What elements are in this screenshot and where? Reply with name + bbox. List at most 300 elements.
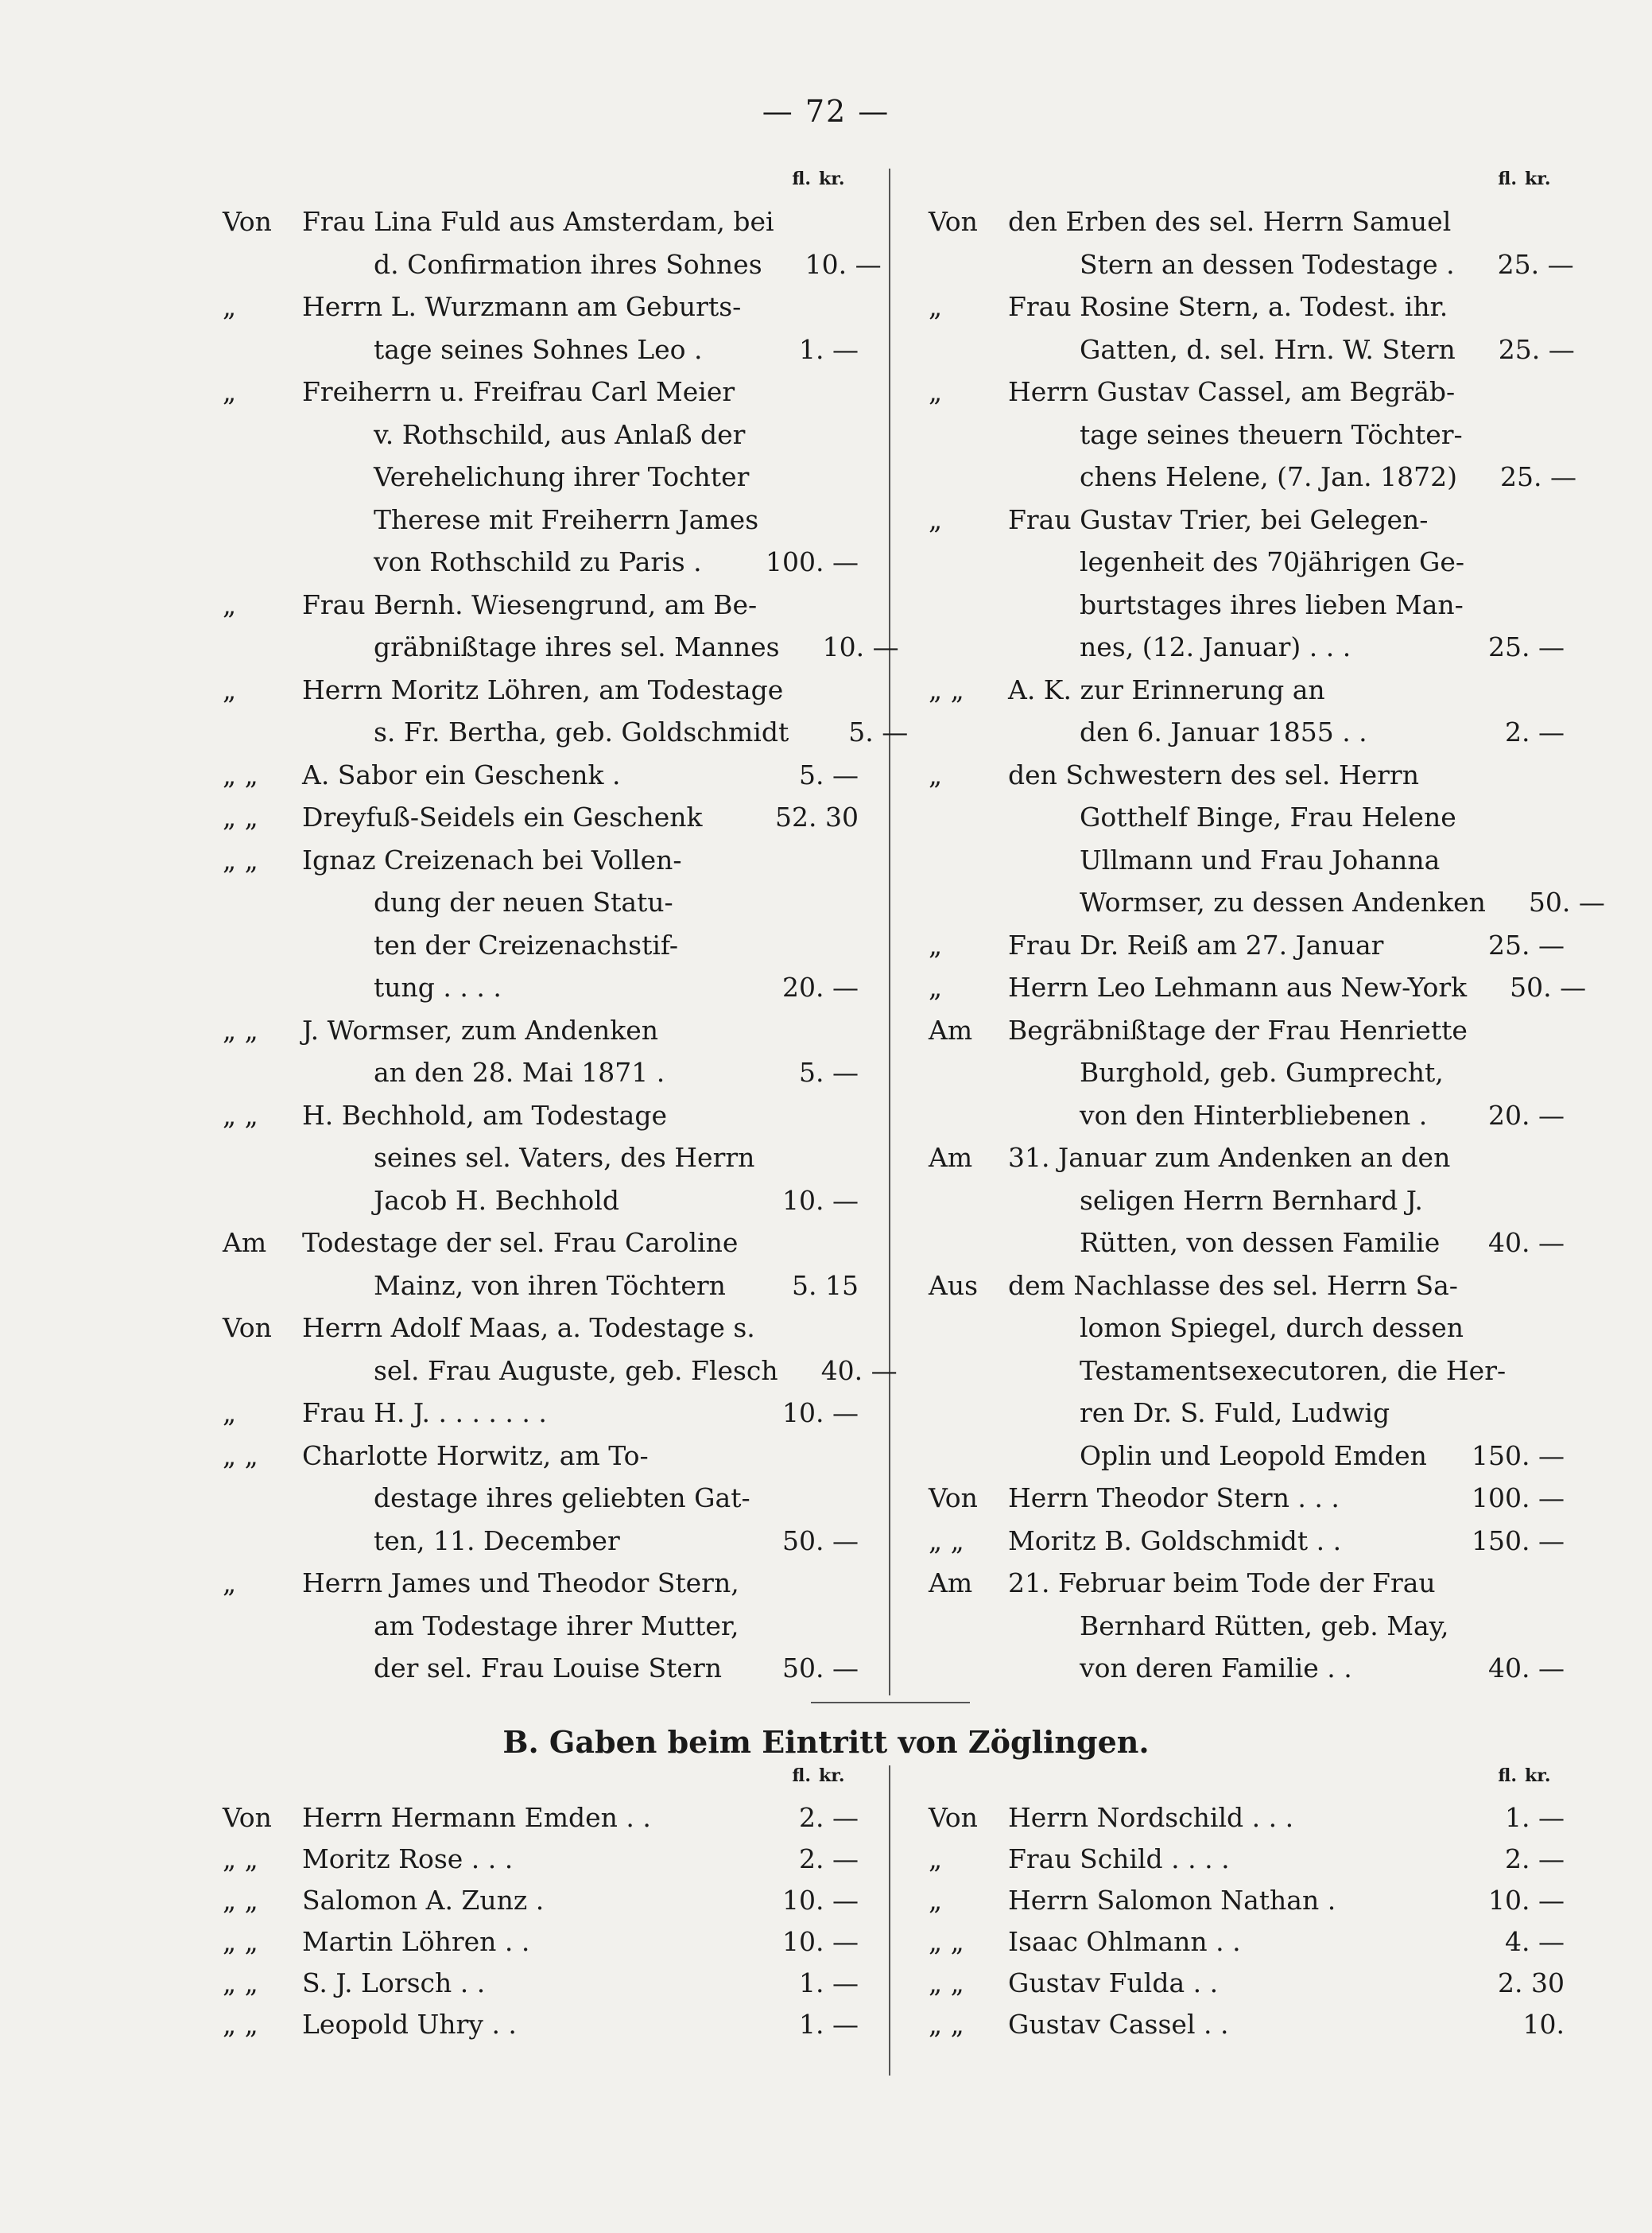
- entry-line: [929, 1797, 1565, 1839]
- entry-line: [223, 1307, 859, 1350]
- entry-text: Gustav Fulda . .: [1008, 1967, 1219, 1998]
- entry-prefix: „: [223, 291, 237, 322]
- entry-text: den Schwestern des sel. Herrn: [1008, 759, 1419, 790]
- donation-list: [223, 1797, 859, 2045]
- entry-text: dung der neuen Statu-: [374, 887, 673, 918]
- currency-header: [223, 169, 859, 200]
- entry-prefix: „: [223, 588, 237, 620]
- donation-entry: [223, 839, 859, 1009]
- entry-text: Dreyfuß-Seidels ein Geschenk: [302, 802, 703, 833]
- entry-line: [929, 1009, 1565, 1052]
- entry-text: ren Dr. S. Fuld, Ludwig: [1080, 1397, 1390, 1428]
- entry-line: [223, 1839, 859, 1880]
- entry-amount: 150. —: [1472, 1439, 1565, 1471]
- entry-text: Gotthelf Binge, Frau Helene: [1080, 802, 1456, 833]
- donation-entry: [929, 1921, 1565, 1963]
- entry-text: Freiherrn u. Freifrau Carl Meier: [302, 376, 735, 407]
- entry-text: Gatten, d. sel. Hrn. W. Stern: [1080, 333, 1456, 365]
- entry-text: dem Nachlasse des sel. Herrn Sa-: [1008, 1269, 1458, 1301]
- entry-line: [929, 499, 1565, 542]
- entry-line: [929, 1392, 1565, 1435]
- donation-entry: [223, 1435, 859, 1563]
- entry-amount: 50. —: [782, 1524, 859, 1556]
- entry-amount: 10. —: [782, 1397, 859, 1428]
- entry-text: Herrn Salomon Nathan .: [1008, 1885, 1336, 1916]
- entry-line: [223, 1264, 859, 1307]
- entry-text: A. K. zur Erinnerung an: [1008, 674, 1325, 705]
- entry-text: Herrn Gustav Cassel, am Begräb-: [1008, 376, 1456, 407]
- entry-prefix: „ „: [929, 674, 964, 705]
- entry-text: Herrn Nordschild . . .: [1008, 1802, 1294, 1833]
- entry-line: [223, 414, 859, 456]
- entry-text: der sel. Frau Louise Stern: [374, 1652, 722, 1683]
- entry-amount: 20. —: [1488, 1099, 1565, 1131]
- entry-amount: 5. —: [799, 1057, 859, 1088]
- entry-line: [929, 1350, 1565, 1392]
- entry-text: Rütten, von dessen Familie: [1080, 1227, 1441, 1258]
- currency-fl: fl.: [792, 169, 811, 189]
- entry-text: Martin Löhren . .: [302, 1926, 530, 1957]
- entry-line: [223, 2004, 859, 2045]
- entry-line: [223, 839, 859, 882]
- entry-line: [223, 1435, 859, 1478]
- entry-amount: 2. —: [1505, 717, 1565, 748]
- entry-prefix: „ „: [223, 1967, 258, 1998]
- section-b-left-column: [223, 1765, 859, 2045]
- entry-text: Frau Rosine Stern, a. Todest. ihr.: [1008, 291, 1448, 322]
- entry-prefix: „ „: [223, 2009, 258, 2040]
- donation-entry: [929, 669, 1565, 754]
- entry-text: Isaac Ohlmann . .: [1008, 1926, 1241, 1957]
- entry-amount: 20. —: [782, 972, 859, 1003]
- entry-amount: 1. —: [799, 2009, 859, 2040]
- entry-prefix: Von: [223, 206, 272, 237]
- entry-text: Burghold, geb. Gumprecht,: [1080, 1057, 1444, 1088]
- column-divider: [889, 1765, 890, 2076]
- entry-text: von Rothschild zu Paris .: [374, 546, 702, 577]
- entry-line: [223, 1350, 898, 1392]
- entry-amount: 100. —: [1472, 1482, 1565, 1513]
- entry-line: [929, 414, 1565, 456]
- entry-line: [929, 626, 1565, 669]
- entry-amount: 10. —: [805, 248, 882, 280]
- entry-text: seines sel. Vaters, des Herrn: [374, 1142, 755, 1173]
- entry-text: den 6. Januar 1855 . .: [1080, 717, 1367, 748]
- entry-line: [223, 200, 859, 243]
- donation-entry: [929, 1136, 1565, 1264]
- entry-line: [223, 1477, 859, 1520]
- donation-entry: [929, 1839, 1565, 1880]
- entry-line: [223, 328, 859, 371]
- entry-text: Herrn Hermann Emden . .: [302, 1802, 651, 1833]
- entry-text: ten der Creizenachstif-: [374, 929, 679, 961]
- section-b-right-column: [929, 1765, 1565, 2045]
- entry-line: [929, 2004, 1565, 2045]
- entry-line: [223, 1392, 859, 1435]
- entry-line: [929, 1136, 1565, 1179]
- entry-prefix: Am: [929, 1014, 973, 1046]
- entry-amount: 4. —: [1505, 1926, 1565, 1957]
- entry-line: [223, 1647, 859, 1690]
- entry-amount: 10. —: [1488, 1885, 1565, 1916]
- currency-header: [223, 1765, 859, 1797]
- entry-line: [223, 456, 859, 499]
- entry-prefix: Am: [929, 1567, 973, 1598]
- entry-amount: 50. —: [1528, 887, 1605, 918]
- entry-amount: 25. —: [1497, 248, 1574, 280]
- entry-amount: 25. —: [1499, 461, 1576, 492]
- entry-text: Jacob H. Bechhold: [374, 1184, 619, 1216]
- entry-amount: 2. —: [799, 1843, 859, 1874]
- entry-amount: 2. 30: [1498, 1967, 1565, 1998]
- entry-text: Stern an dessen Todestage .: [1080, 248, 1455, 280]
- donation-entry: [223, 1307, 898, 1392]
- entry-prefix: Von: [223, 1802, 272, 1833]
- entry-text: destage ihres geliebten Gat-: [374, 1482, 750, 1513]
- donation-entry: [929, 371, 1576, 499]
- currency-fl: fl.: [792, 1765, 811, 1786]
- entry-text: Verehelichung ihrer Tochter: [374, 461, 750, 492]
- entry-line: [929, 1221, 1565, 1264]
- entry-amount: 1. —: [799, 333, 859, 365]
- entry-text: Therese mit Freiherrn James: [374, 503, 759, 535]
- currency-fl: fl.: [1498, 169, 1517, 189]
- entry-text: Herrn L. Wurzmann am Geburts-: [302, 291, 742, 322]
- entry-line: [929, 1839, 1565, 1880]
- entry-text: Testamentsexecutoren, die Her-: [1080, 1354, 1507, 1386]
- entry-prefix: „: [223, 674, 237, 705]
- donation-entry: [929, 1963, 1565, 2004]
- entry-prefix: „: [929, 759, 943, 790]
- entry-line: [929, 243, 1574, 286]
- entry-prefix: „ „: [223, 759, 258, 790]
- entry-text: Frau Lina Fuld aus Amsterdam, bei: [302, 206, 774, 237]
- entry-amount: 40. —: [1488, 1227, 1565, 1258]
- entry-line: [223, 1094, 859, 1137]
- entry-prefix: „: [929, 972, 943, 1003]
- entry-line: [929, 711, 1565, 754]
- currency-header: [929, 169, 1565, 200]
- entry-line: [929, 1179, 1565, 1222]
- entry-line: [929, 1562, 1565, 1605]
- donation-entry: [929, 499, 1565, 669]
- entry-line: [223, 1136, 859, 1179]
- entry-text: Salomon A. Zunz .: [302, 1885, 545, 1916]
- page-number: — 72 —: [762, 94, 890, 129]
- entry-text: von deren Familie . .: [1080, 1652, 1352, 1683]
- entry-line: [223, 1009, 859, 1052]
- entry-line: [223, 711, 909, 754]
- donation-entry: [929, 754, 1605, 924]
- entry-text: Herrn Theodor Stern . . .: [1008, 1482, 1340, 1513]
- donation-entry: [223, 371, 859, 584]
- entry-line: [929, 966, 1587, 1009]
- donation-entry: [223, 754, 859, 797]
- entry-text: tung . . . .: [374, 972, 502, 1003]
- entry-text: am Todestage ihrer Mutter,: [374, 1610, 739, 1641]
- entry-line: [929, 1307, 1565, 1350]
- entry-text: Herrn Leo Lehmann aus New-York: [1008, 972, 1468, 1003]
- entry-line: [929, 669, 1565, 712]
- entry-prefix: „ „: [929, 1967, 964, 1998]
- entry-prefix: „ „: [223, 1099, 258, 1131]
- currency-kr: kr.: [1525, 1765, 1551, 1786]
- entry-text: Herrn Moritz Löhren, am Todestage: [302, 674, 784, 705]
- entry-prefix: Von: [929, 1802, 978, 1833]
- entry-text: Herrn James und Theodor Stern,: [302, 1567, 739, 1598]
- donation-entry: [929, 285, 1575, 371]
- donation-entry: [929, 1264, 1565, 1478]
- entry-text: ten, 11. December: [374, 1524, 620, 1556]
- entry-line: [223, 584, 859, 627]
- currency-header: [929, 1765, 1565, 1797]
- donation-list: [223, 200, 909, 1690]
- entry-amount: 2. —: [799, 1802, 859, 1833]
- entry-prefix: „ „: [929, 2009, 964, 2040]
- entry-line: [223, 499, 859, 542]
- entry-prefix: „: [223, 376, 237, 407]
- entry-line: [223, 626, 899, 669]
- entry-text: Todestage der sel. Frau Caroline: [302, 1227, 739, 1258]
- entry-line: [929, 1921, 1565, 1963]
- donation-entry: [223, 1839, 859, 1880]
- entry-prefix: „ „: [223, 1014, 258, 1046]
- entry-text: 21. Februar beim Tode der Frau: [1008, 1567, 1436, 1598]
- donation-entry: [223, 1221, 859, 1307]
- entry-prefix: „: [929, 291, 943, 322]
- entry-amount: 5. —: [848, 717, 909, 748]
- entry-text: sel. Frau Auguste, geb. Flesch: [374, 1354, 778, 1386]
- entry-text: Mainz, von ihren Töchtern: [374, 1269, 726, 1301]
- entry-amount: 5. —: [799, 759, 859, 790]
- entry-line: [223, 243, 882, 286]
- donation-entry: [929, 924, 1565, 967]
- entry-prefix: „ „: [223, 802, 258, 833]
- entry-line: [223, 541, 859, 584]
- entry-amount: 100. —: [766, 546, 859, 577]
- entry-text: d. Confirmation ihres Sohnes: [374, 248, 762, 280]
- donation-entry: [223, 1009, 859, 1094]
- entry-text: Frau Gustav Trier, bei Gelegen-: [1008, 503, 1429, 535]
- entry-line: [223, 881, 859, 924]
- donation-entry: [223, 1921, 859, 1963]
- donation-entry: [223, 285, 859, 371]
- entry-line: [223, 1880, 859, 1921]
- entry-amount: 25. —: [1498, 333, 1575, 365]
- entry-line: [929, 924, 1565, 967]
- donation-list: [929, 200, 1605, 1690]
- donation-entry: [223, 796, 859, 839]
- donation-entry: [223, 1797, 859, 1839]
- entry-amount: 25. —: [1488, 929, 1565, 961]
- column-divider: [889, 169, 890, 1695]
- entry-line: [929, 1520, 1565, 1563]
- entry-prefix: „: [929, 929, 943, 961]
- currency-kr: kr.: [819, 1765, 845, 1786]
- entry-text: Wormser, zu dessen Andenken: [1080, 887, 1486, 918]
- currency-kr: kr.: [819, 169, 845, 189]
- entry-prefix: „ „: [929, 1524, 964, 1556]
- entry-prefix: „ „: [223, 844, 258, 876]
- entry-amount: 10.: [1522, 2009, 1565, 2040]
- entry-text: H. Bechhold, am Todestage: [302, 1099, 668, 1131]
- section-b-title: B. Gaben beim Eintritt von Zöglingen.: [502, 1724, 1150, 1760]
- entry-line: [929, 285, 1565, 328]
- entry-line: [929, 541, 1565, 584]
- entry-prefix: Von: [929, 1482, 978, 1513]
- donation-entry: [929, 200, 1574, 285]
- donation-entry: [929, 1562, 1565, 1690]
- entry-prefix: Von: [929, 206, 978, 237]
- section-separator: [811, 1702, 970, 1703]
- donation-entry: [929, 1009, 1565, 1137]
- entry-line: [929, 200, 1565, 243]
- entry-line: [929, 754, 1565, 797]
- entry-line: [929, 1051, 1565, 1094]
- entry-amount: 1. —: [799, 1967, 859, 1998]
- entry-line: [223, 285, 859, 328]
- donation-entry: [223, 669, 909, 754]
- entry-amount: 40. —: [820, 1354, 898, 1386]
- entry-text: v. Rothschild, aus Anlaß der: [374, 418, 746, 450]
- entry-line: [929, 1647, 1565, 1690]
- entry-line: [223, 1051, 859, 1094]
- entry-line: [929, 371, 1565, 414]
- entry-prefix: „ „: [929, 1926, 964, 1957]
- entry-amount: 5. 15: [792, 1269, 859, 1301]
- entry-text: burtstages ihres lieben Man-: [1080, 588, 1464, 620]
- entry-prefix: „: [929, 376, 943, 407]
- section-a-right-column: [929, 169, 1605, 1690]
- entry-text: Begräbnißtage der Frau Henriette: [1008, 1014, 1468, 1046]
- entry-line: [929, 1880, 1565, 1921]
- entry-line: [223, 966, 859, 1009]
- donation-entry: [223, 200, 882, 285]
- entry-text: Frau Bernh. Wiesengrund, am Be-: [302, 588, 758, 620]
- entry-text: nes, (12. Januar) . . .: [1080, 631, 1351, 662]
- donation-entry: [223, 1392, 859, 1435]
- entry-amount: 1. —: [1505, 1802, 1565, 1833]
- entry-text: Leopold Uhry . .: [302, 2009, 517, 2040]
- entry-text: S. J. Lorsch . .: [302, 1967, 486, 1998]
- entry-text: J. Wormser, zum Andenken: [302, 1014, 659, 1046]
- entry-line: [929, 839, 1565, 882]
- entry-text: Herrn Adolf Maas, a. Todestage s.: [302, 1312, 755, 1343]
- entry-text: den Erben des sel. Herrn Samuel: [1008, 206, 1452, 237]
- entry-amount: 2. —: [1505, 1843, 1565, 1874]
- entry-line: [223, 1797, 859, 1839]
- entry-prefix: „: [929, 1885, 943, 1916]
- entry-text: tage seines theuern Töchter-: [1080, 418, 1463, 450]
- entry-line: [223, 1963, 859, 2004]
- entry-text: an den 28. Mai 1871 .: [374, 1057, 665, 1088]
- entry-text: Moritz B. Goldschmidt . .: [1008, 1524, 1342, 1556]
- entry-text: Bernhard Rütten, geb. May,: [1080, 1610, 1449, 1641]
- entry-line: [223, 1921, 859, 1963]
- donation-entry: [223, 1094, 859, 1222]
- entry-line: [223, 1562, 859, 1605]
- entry-line: [929, 1963, 1565, 2004]
- entry-line: [929, 1477, 1565, 1520]
- entry-line: [223, 371, 859, 414]
- donation-list: [929, 1797, 1565, 2045]
- entry-text: tage seines Sohnes Leo .: [374, 333, 703, 365]
- entry-text: Frau Dr. Reiß am 27. Januar: [1008, 929, 1384, 961]
- donation-entry: [223, 1562, 859, 1690]
- entry-amount: 150. —: [1472, 1524, 1565, 1556]
- entry-line: [929, 1435, 1565, 1478]
- entry-line: [929, 1264, 1565, 1307]
- entry-text: Oplin und Leopold Emden: [1080, 1439, 1427, 1471]
- entry-amount: 10. —: [822, 631, 899, 662]
- entry-prefix: „: [929, 503, 943, 535]
- donation-entry: [223, 1880, 859, 1921]
- entry-text: Moritz Rose . . .: [302, 1843, 514, 1874]
- entry-text: A. Sabor ein Geschenk .: [302, 759, 621, 790]
- entry-amount: 52. 30: [775, 802, 859, 833]
- donation-entry: [929, 966, 1587, 1009]
- entry-text: legenheit des 70jährigen Ge-: [1080, 546, 1465, 577]
- entry-text: Charlotte Horwitz, am To-: [302, 1439, 649, 1471]
- entry-prefix: „ „: [223, 1926, 258, 1957]
- entry-text: gräbnißtage ihres sel. Mannes: [374, 631, 780, 662]
- entry-amount: 10. —: [782, 1184, 859, 1216]
- entry-line: [223, 669, 859, 712]
- entry-text: 31. Januar zum Andenken an den: [1008, 1142, 1451, 1173]
- entry-prefix: „: [223, 1567, 237, 1598]
- entry-line: [223, 1179, 859, 1222]
- entry-text: Ignaz Creizenach bei Vollen-: [302, 844, 682, 876]
- donation-entry: [929, 1797, 1565, 1839]
- entry-line: [223, 924, 859, 967]
- donation-entry: [929, 1880, 1565, 1921]
- entry-text: Gustav Cassel . .: [1008, 2009, 1229, 2040]
- donation-entry: [929, 2004, 1565, 2045]
- entry-line: [929, 1605, 1565, 1648]
- entry-amount: 10. —: [782, 1926, 859, 1957]
- entry-line: [223, 754, 859, 797]
- entry-line: [929, 584, 1565, 627]
- entry-text: seligen Herrn Bernhard J.: [1080, 1184, 1423, 1216]
- donation-entry: [223, 2004, 859, 2045]
- entry-prefix: Am: [929, 1142, 973, 1173]
- entry-prefix: Aus: [929, 1269, 979, 1301]
- entry-prefix: „ „: [223, 1885, 258, 1916]
- entry-text: chens Helene, (7. Jan. 1872): [1080, 461, 1457, 492]
- entry-prefix: „: [223, 1397, 237, 1428]
- entry-text: von den Hinterbliebenen .: [1080, 1099, 1428, 1131]
- entry-amount: 40. —: [1488, 1652, 1565, 1683]
- entry-amount: 50. —: [1510, 972, 1587, 1003]
- entry-amount: 25. —: [1488, 631, 1565, 662]
- entry-line: [929, 796, 1565, 839]
- donation-entry: [223, 1963, 859, 2004]
- entry-text: Ullmann und Frau Johanna: [1080, 844, 1441, 876]
- entry-prefix: „ „: [223, 1439, 258, 1471]
- donation-entry: [929, 1477, 1565, 1520]
- entry-text: Frau H. J. . . . . . . .: [302, 1397, 547, 1428]
- entry-line: [223, 1605, 859, 1648]
- entry-line: [929, 328, 1575, 371]
- entry-prefix: Am: [223, 1227, 267, 1258]
- entry-line: [223, 1221, 859, 1264]
- entry-prefix: „ „: [223, 1843, 258, 1874]
- entry-prefix: Von: [223, 1312, 272, 1343]
- entry-prefix: „: [929, 1843, 943, 1874]
- entry-line: [929, 881, 1605, 924]
- donation-entry: [223, 584, 899, 669]
- entry-amount: 50. —: [782, 1652, 859, 1683]
